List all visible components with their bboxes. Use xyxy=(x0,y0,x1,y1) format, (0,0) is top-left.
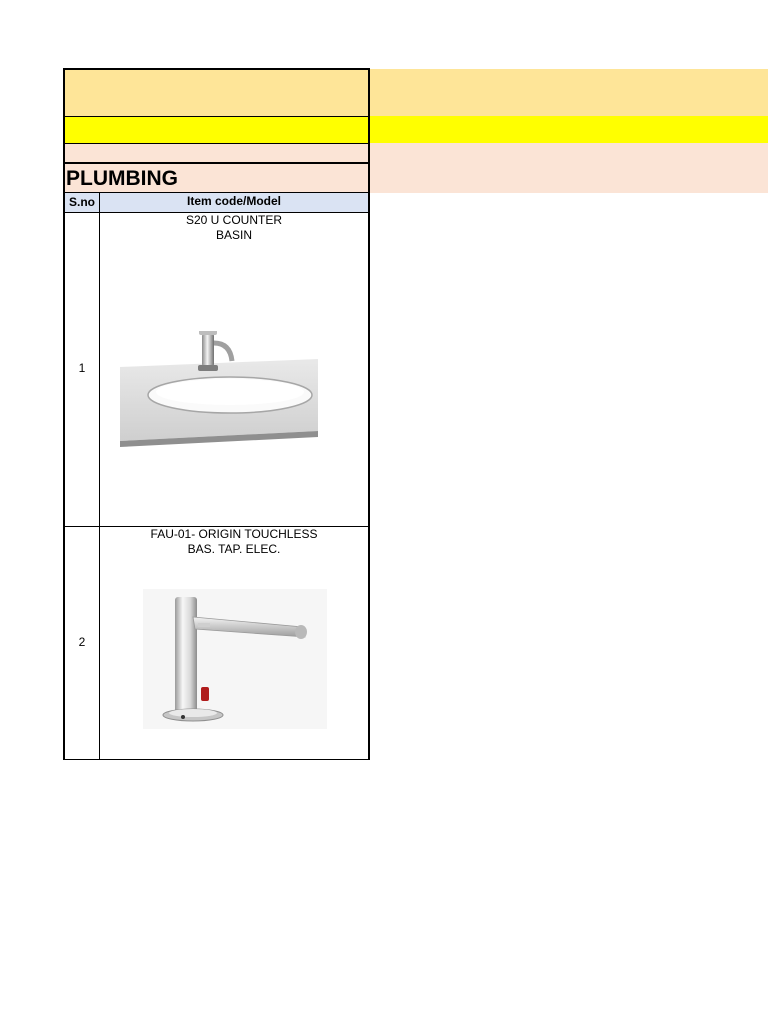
tap-image xyxy=(143,589,327,729)
table-row xyxy=(65,527,368,760)
table-row xyxy=(65,213,368,527)
sno-cell xyxy=(65,527,100,760)
basin-image xyxy=(120,331,318,447)
item-cell xyxy=(100,213,368,526)
row-divider xyxy=(63,116,370,117)
header-item-code: Item code/Model xyxy=(186,194,281,208)
header-sno: S.no xyxy=(65,193,100,212)
touchless-tap-illustration xyxy=(143,589,327,729)
sno-value: 1 xyxy=(78,361,86,375)
item-cell xyxy=(100,527,368,760)
sno-value: 2 xyxy=(78,635,86,649)
item-description: S20 U COUNTER BASIN xyxy=(185,213,283,242)
row-divider xyxy=(63,143,370,144)
undercounter-basin-illustration xyxy=(120,331,318,447)
section-title: PLUMBING xyxy=(63,162,370,193)
sno-cell xyxy=(65,213,100,526)
table-header-row xyxy=(65,193,368,213)
item-description: FAU-01- ORIGIN TOUCHLESS BAS. TAP. ELEC. xyxy=(150,527,318,556)
table-top-border xyxy=(63,68,370,70)
